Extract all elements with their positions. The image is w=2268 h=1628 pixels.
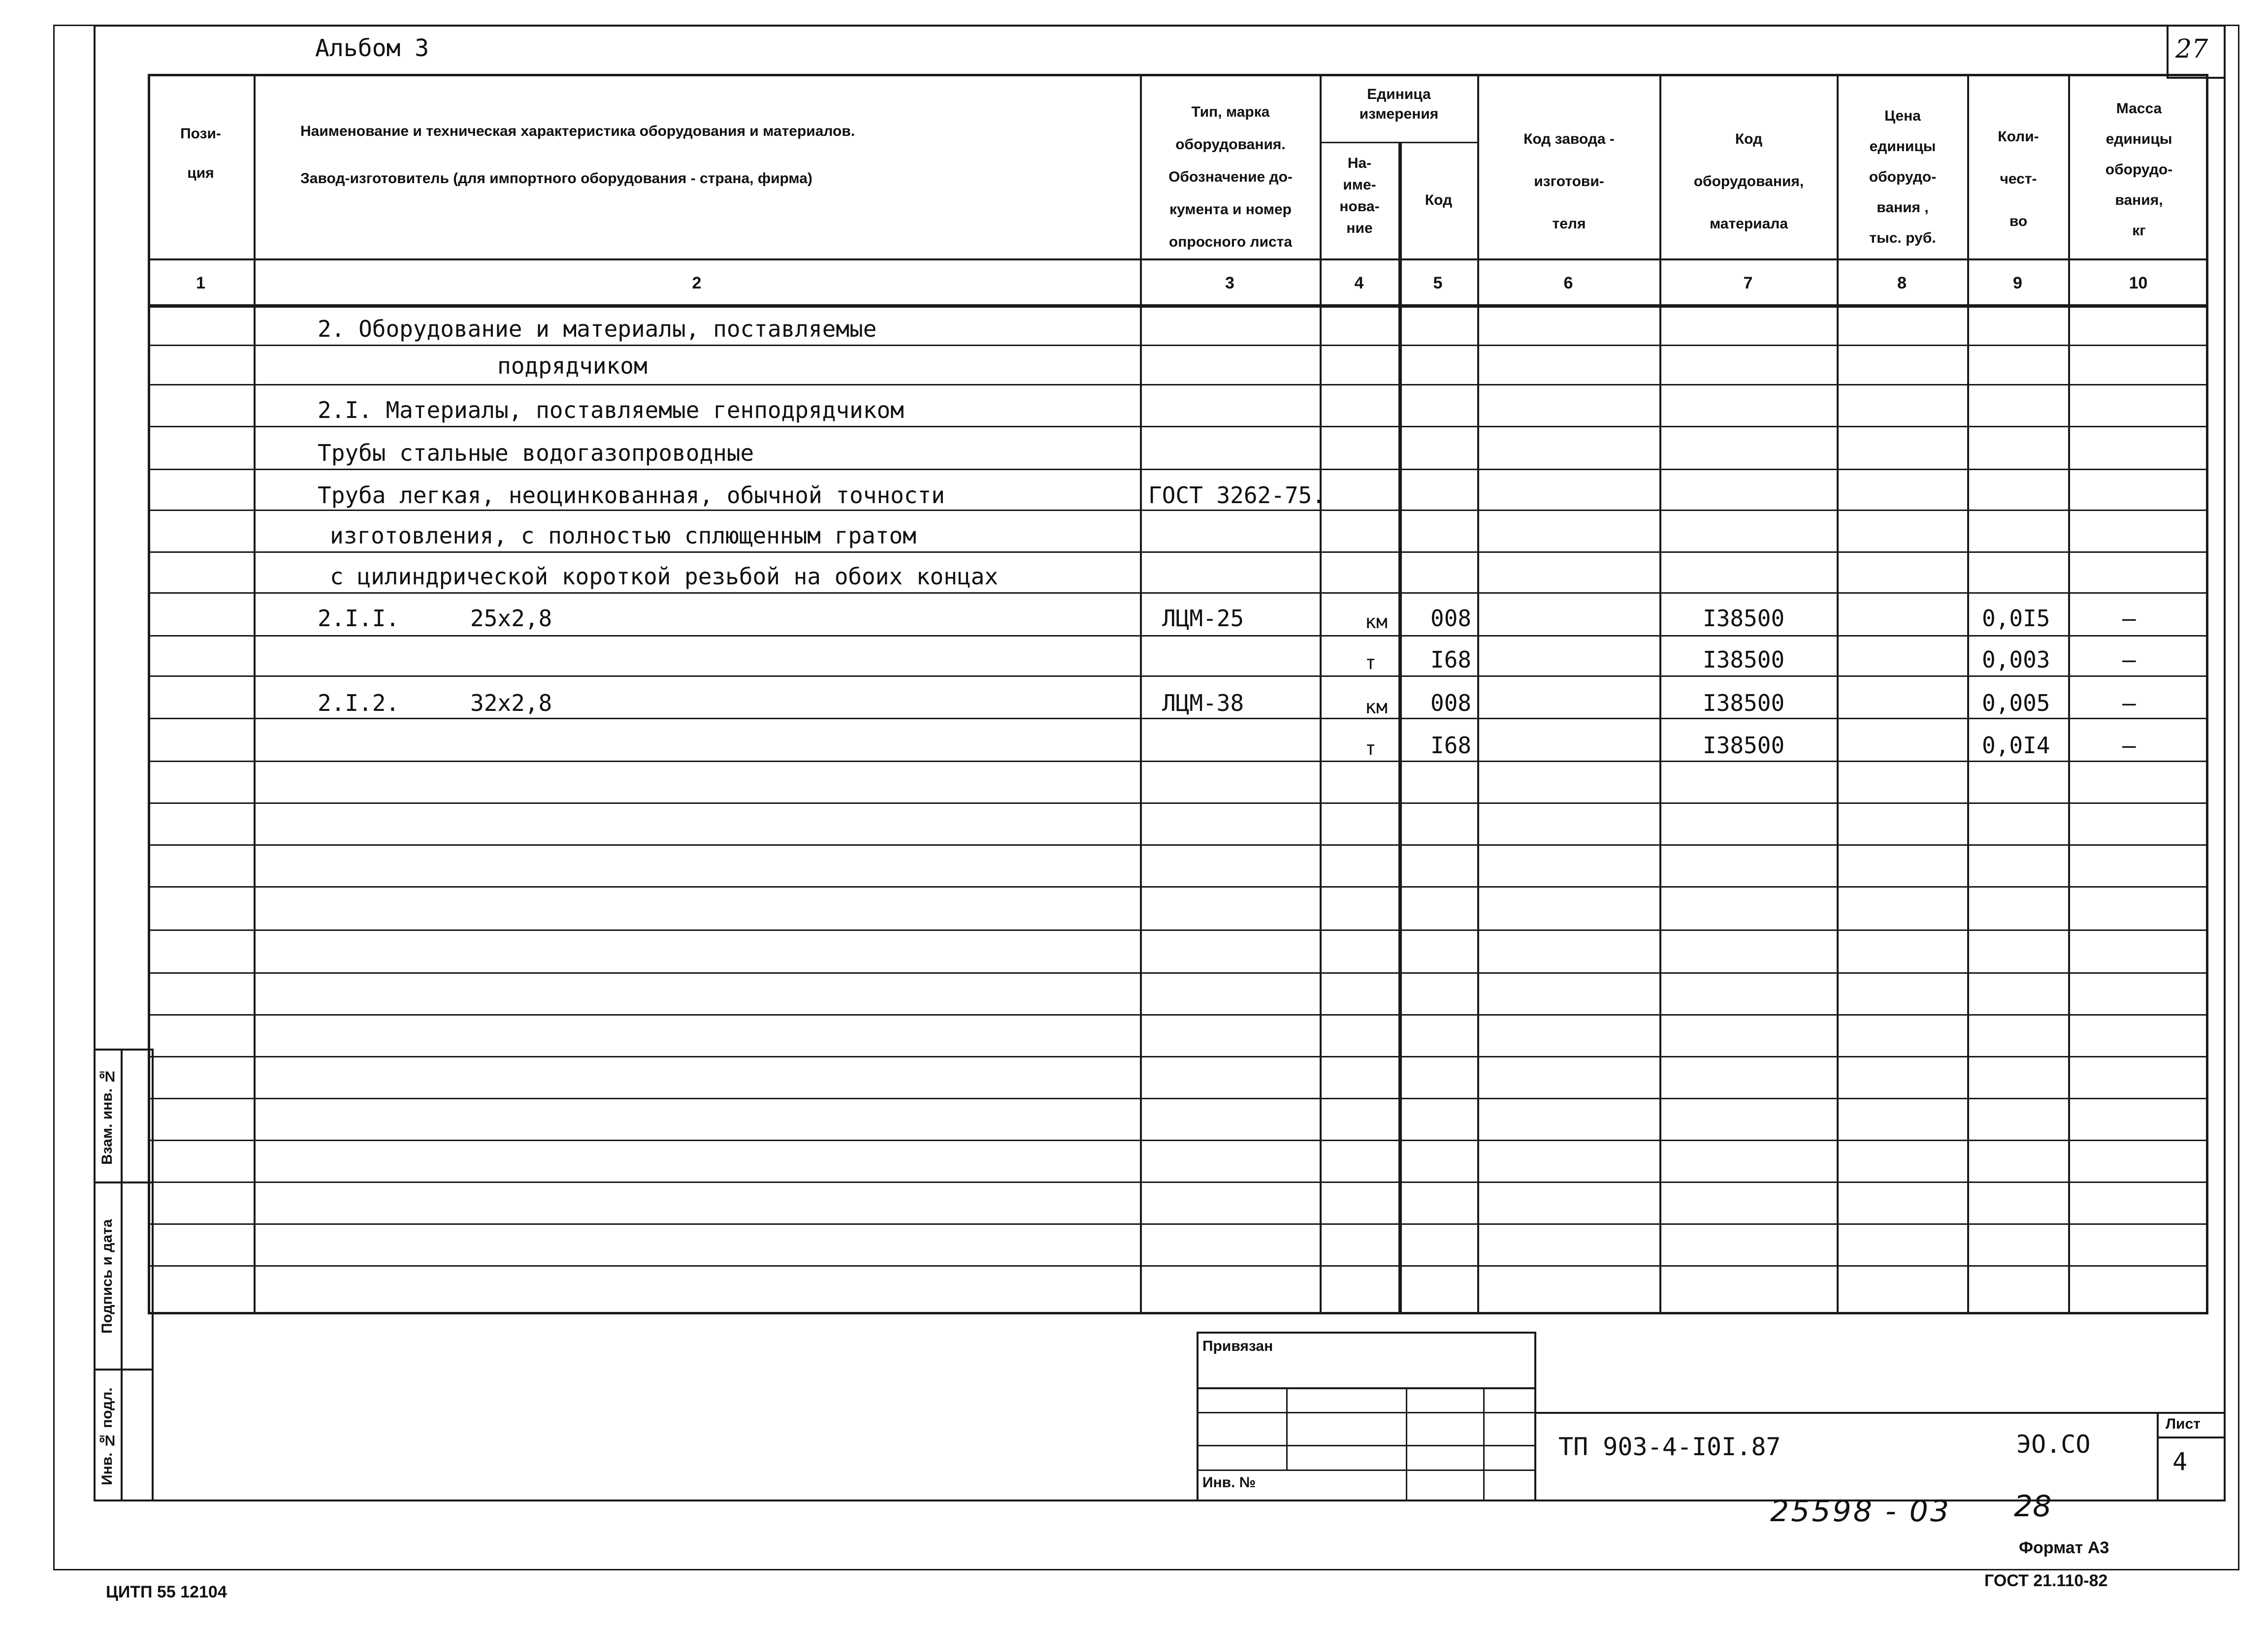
format-label: Формат А3 — [2019, 1538, 2109, 1557]
row-item-desc-cont: изготовления, с полностью сплющенным гратом — [330, 522, 916, 549]
side-stamp-line — [94, 1181, 154, 1183]
row-line — [148, 1140, 2208, 1141]
side-stamp-divider — [121, 1049, 123, 1501]
item-material-code: I38500 — [1703, 605, 1785, 632]
list-divider — [2157, 1412, 2159, 1501]
album-title: Альбом 3 — [315, 34, 429, 62]
item-unit: т — [1365, 737, 1376, 759]
header-name: Наименование и техническая характеристика оборудования и материалов. Завод-изготовитель (для импортного оборудования - страна, фирма) — [300, 123, 855, 187]
item-unit-code: I68 — [1430, 732, 1472, 759]
item-doc: ЛЦМ-38 — [1162, 690, 1244, 716]
row-line — [148, 972, 2208, 974]
col-line-5 — [1477, 74, 1479, 1314]
row-line — [148, 1014, 2208, 1016]
item-doc: ЛЦМ-25 — [1162, 605, 1244, 632]
row-line — [148, 426, 2208, 427]
col-line-6 — [1659, 74, 1661, 1314]
column-number: 6 — [1563, 274, 1573, 292]
row-line — [148, 929, 2208, 931]
row-line — [148, 469, 2208, 470]
gost-label: ГОСТ 21.110-82 — [1984, 1571, 2108, 1590]
row-section-title-cont: подрядчиком — [497, 352, 648, 379]
document-code: ТП 903-4-I0I.87 — [1558, 1433, 1781, 1461]
column-number: 7 — [1743, 274, 1753, 292]
column-number: 4 — [1354, 274, 1364, 292]
row-line — [148, 345, 2208, 346]
header-manufacturer-code: Код завода - изготови- теля — [1523, 131, 1615, 232]
privyazan-divider — [1483, 1387, 1485, 1501]
privyazan-line — [1197, 1387, 1536, 1389]
item-quantity: 0,0I5 — [1982, 605, 2050, 632]
item-quantity: 0,0I4 — [1982, 732, 2050, 759]
row-item-desc-cont: с цилиндрической короткой резьбой на обоих концах — [330, 563, 999, 590]
sheet-corner-number: 27 — [2175, 34, 2208, 64]
handwritten-page-number: 28 — [2014, 1489, 2052, 1524]
col-line-9 — [2068, 74, 2070, 1314]
row-line — [148, 384, 2208, 385]
list-label: Лист — [2166, 1416, 2201, 1432]
header-quantity: Коли- чест- во — [1998, 128, 2039, 229]
header-position: Пози- ция — [180, 126, 221, 181]
section-code: ЭО.СО — [2016, 1430, 2091, 1459]
item-material-code: I38500 — [1703, 732, 1785, 759]
col-line-2 — [1140, 74, 1142, 1314]
header-unit: Единица измерения — [1359, 86, 1439, 122]
colnum-bottom-line — [148, 304, 2208, 308]
row-line — [148, 1181, 2208, 1183]
column-number: 2 — [692, 274, 702, 292]
cipt-label: ЦИТП 55 12104 — [106, 1583, 227, 1601]
row-line — [148, 718, 2208, 719]
header-unit-code: Код — [1425, 192, 1453, 208]
item-quantity: 0,003 — [1982, 646, 2050, 673]
column-number: 5 — [1433, 274, 1443, 292]
item-unit: км — [1365, 611, 1388, 633]
side-label-original-inv: Инв. № подл. — [99, 1387, 115, 1485]
item-unit-code: 008 — [1430, 690, 1472, 716]
column-number: 3 — [1225, 274, 1234, 292]
header-type-doc: Тип, марка оборудования. Обозначение до- кумента и номер опросного листа — [1168, 104, 1293, 250]
item-unit-code: 008 — [1430, 605, 1472, 632]
side-label-replaced-inv: Взам. инв. № — [99, 1068, 115, 1165]
item-size: 25х2,8 — [470, 605, 552, 632]
header-bottom-line — [148, 258, 2208, 260]
item-mass: – — [2122, 732, 2136, 759]
row-line — [148, 675, 2208, 677]
row-line — [148, 635, 2208, 637]
item-material-code: I38500 — [1703, 690, 1785, 716]
header-equipment-code: Код оборудования, материала — [1693, 131, 1804, 232]
side-label-signature-date: Подпись и дата — [99, 1219, 115, 1334]
row-section-title: 2. Оборудование и материалы, поставляемые — [318, 316, 877, 342]
item-position: 2.I.2. — [318, 690, 400, 716]
privyazan-line — [1197, 1469, 1536, 1471]
row-line — [148, 1223, 2208, 1225]
row-line — [148, 1098, 2208, 1099]
row-line — [148, 761, 2208, 762]
item-mass: – — [2122, 646, 2136, 673]
row-item-doc: ГОСТ 3262-75. — [1148, 482, 1326, 509]
row-group-title: Трубы стальные водогазопроводные — [318, 440, 754, 466]
header-unit-name: На- име- нова- ние — [1339, 155, 1380, 236]
item-mass: – — [2122, 690, 2136, 716]
col-line-1 — [254, 74, 256, 1314]
item-quantity: 0,005 — [1982, 690, 2050, 716]
row-line — [148, 1265, 2208, 1267]
side-stamp-line — [94, 1369, 154, 1371]
title-block-top — [1536, 1412, 2226, 1414]
item-unit: км — [1365, 696, 1388, 718]
column-number: 8 — [1897, 274, 1907, 292]
row-line — [148, 592, 2208, 594]
column-number: 10 — [2129, 274, 2148, 292]
privyazan-line — [1197, 1445, 1536, 1446]
header-unit-price: Цена единицы оборудо- вания , тыс. руб. — [1869, 108, 1937, 246]
header-unit-mass: Масса единицы оборудо- вания, кг — [2105, 100, 2173, 239]
privyazan-divider — [1406, 1387, 1407, 1501]
item-unit: т — [1365, 652, 1376, 673]
row-line — [148, 1056, 2208, 1057]
col-line-4 — [1398, 142, 1402, 1314]
item-mass: – — [2122, 605, 2136, 632]
col-line-7 — [1837, 74, 1839, 1314]
row-line — [148, 551, 2208, 553]
row-line — [148, 510, 2208, 511]
list-divider-h — [2157, 1436, 2226, 1438]
row-line — [148, 802, 2208, 804]
row-item-desc: Труба легкая, неоцинкованная, обычной точности — [318, 482, 945, 509]
column-number: 9 — [2013, 274, 2022, 292]
row-line — [148, 844, 2208, 846]
item-unit-code: I68 — [1430, 646, 1472, 673]
privyazan-divider — [1286, 1387, 1288, 1469]
item-size: 32х2,8 — [470, 690, 552, 716]
col-line-8 — [1967, 74, 1969, 1314]
privyazan-line — [1197, 1412, 1536, 1413]
row-subsection-title: 2.I. Материалы, поставляемые генподрядчиком — [318, 397, 904, 423]
item-material-code: I38500 — [1703, 646, 1785, 673]
item-position: 2.I.I. — [318, 605, 400, 632]
col-line-3 — [1320, 74, 1322, 1314]
inv-label: Инв. № — [1202, 1474, 1256, 1491]
column-number: 1 — [196, 274, 205, 292]
handwritten-archive-number: 25598 - 03 — [1770, 1494, 1951, 1529]
privyazan-label: Привязан — [1202, 1338, 1273, 1354]
list-number: 4 — [2172, 1447, 2188, 1476]
row-line — [148, 886, 2208, 888]
